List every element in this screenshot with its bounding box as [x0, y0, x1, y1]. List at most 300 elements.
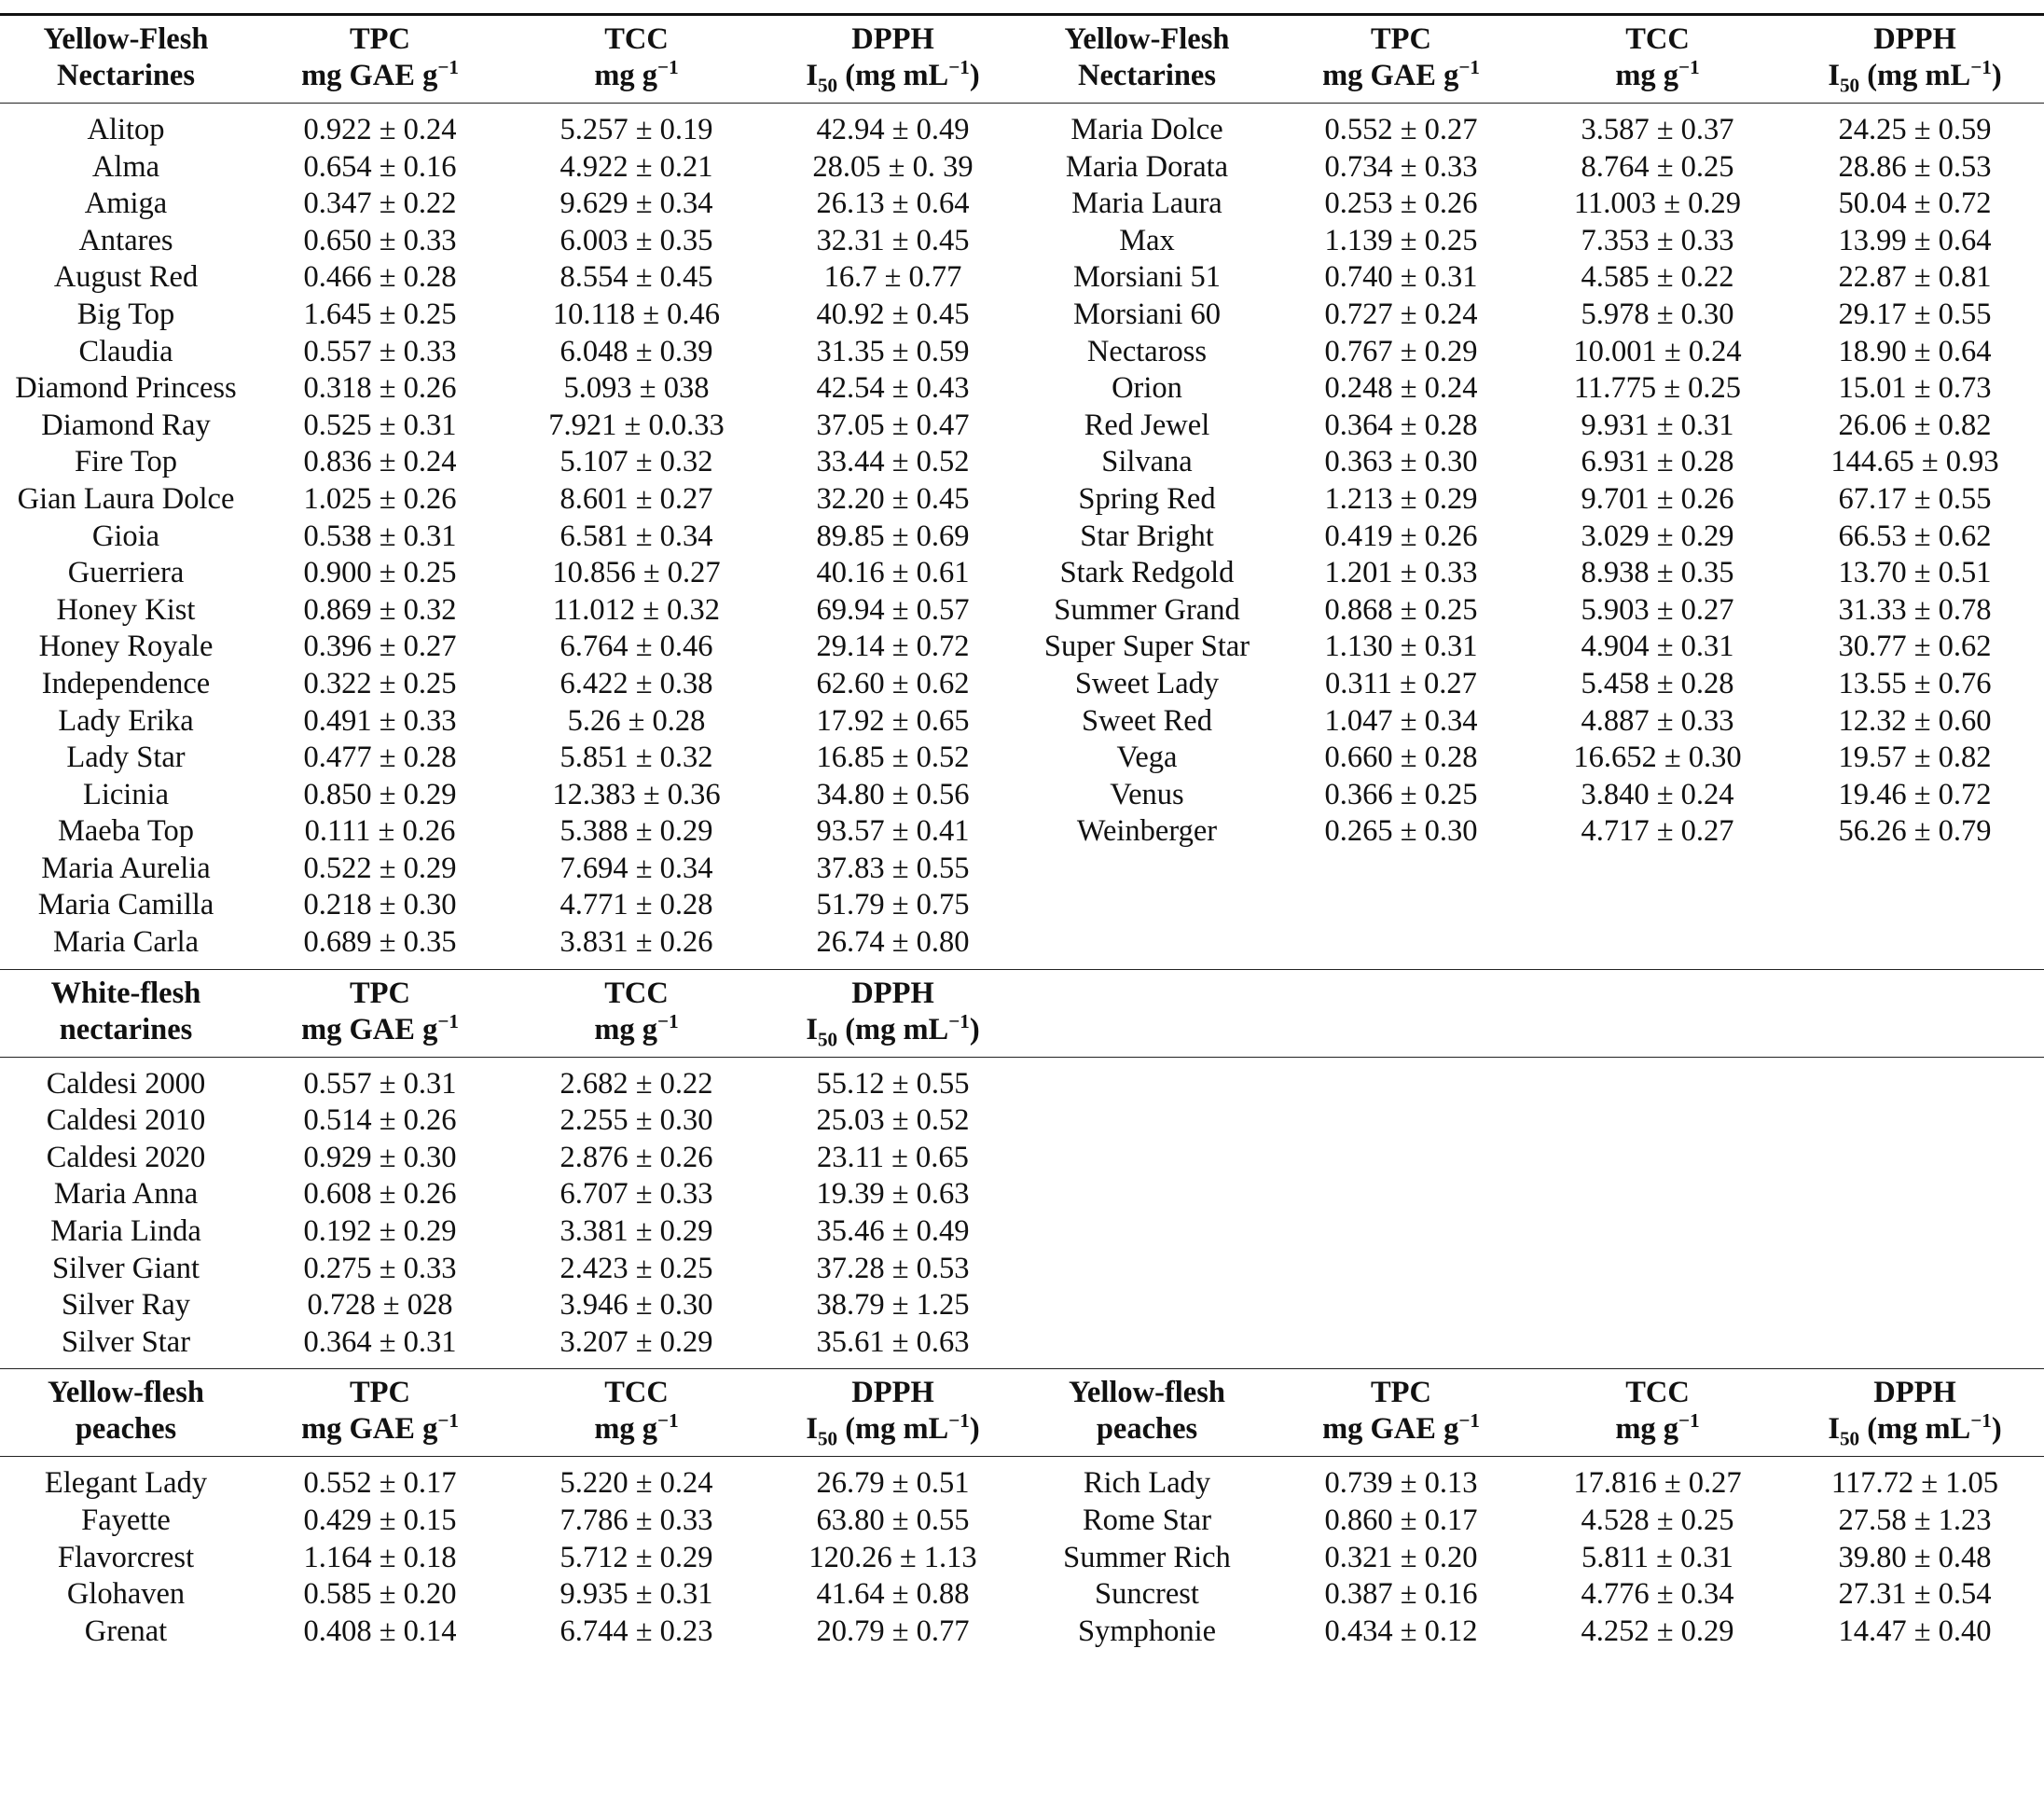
tpc-value: 0.557 ± 0.31 [303, 1066, 457, 1101]
header-part: mg GAE g [301, 1412, 438, 1447]
cultivar-name: Fire Top [75, 445, 177, 479]
tcc-value: 5.978 ± 0.30 [1581, 297, 1734, 331]
header-part: 50 [817, 74, 838, 97]
tpc-value: 0.728 ± 028 [307, 1288, 453, 1323]
cultivar-name: Alma [91, 149, 160, 184]
table-row [0, 777, 2044, 814]
dpph-value: 69.94 ± 0.57 [816, 592, 970, 627]
empty-cell [1786, 1213, 2044, 1251]
dpph-value: 35.61 ± 0.63 [816, 1324, 970, 1359]
dpph-value: 42.94 ± 0.49 [816, 113, 970, 146]
header-line: peaches [75, 1412, 177, 1447]
table-row [0, 592, 2044, 630]
tpc-value: 0.491 ± 0.33 [303, 703, 457, 738]
column-header-name [0, 969, 252, 1057]
dpph-value: 24.25 ± 0.59 [1838, 113, 1992, 146]
table-row [0, 481, 2044, 519]
empty-cell [1273, 1057, 1529, 1102]
empty-cell [1273, 1324, 1529, 1369]
tpc-value: 0.321 ± 0.20 [1324, 1540, 1478, 1574]
column-header-dpph [765, 15, 1021, 104]
dpph-value: 16.7 ± 0.77 [823, 260, 962, 295]
cultivar-name: Flavorcrest [57, 1540, 195, 1574]
tpc-value: 1.645 ± 0.25 [303, 297, 457, 331]
cultivar-name: Max [1119, 223, 1175, 257]
empty-cell [1273, 887, 1529, 924]
dpph-value: 29.14 ± 0.72 [816, 630, 970, 664]
table-row [0, 1140, 2044, 1177]
dpph-value: 29.17 ± 0.55 [1838, 297, 1992, 331]
dpph-value: 23.11 ± 0.65 [817, 1140, 969, 1174]
tcc-value: 8.601 ± 0.27 [559, 481, 713, 516]
header-part: ) [969, 1412, 980, 1447]
header-part: mg GAE g [1322, 1412, 1459, 1447]
header-part: (mg mL [1859, 1412, 1971, 1447]
cultivar-name: August Red [53, 260, 199, 295]
tpc-value: 0.552 ± 0.27 [1324, 113, 1478, 146]
tpc-value: 1.025 ± 0.26 [303, 481, 457, 516]
table-row [0, 408, 2044, 445]
cultivar-name: Honey Royale [38, 630, 214, 664]
tcc-value: 11.012 ± 0.32 [552, 592, 721, 627]
cultivar-name: Maria Anna [53, 1177, 199, 1212]
tpc-value: 0.514 ± 0.26 [303, 1103, 457, 1138]
tcc-value: 7.353 ± 0.33 [1581, 223, 1734, 257]
tcc-value: 10.001 ± 0.24 [1573, 334, 1742, 368]
cultivar-name: Summer Grand [1054, 592, 1240, 627]
header-line: TPC [350, 976, 410, 1010]
column-header-name [0, 1369, 252, 1457]
dpph-value: 19.46 ± 0.72 [1838, 777, 1992, 811]
tpc-value: 0.364 ± 0.28 [1324, 408, 1478, 442]
tpc-value: 0.538 ± 0.31 [303, 519, 457, 553]
dpph-value: 144.65 ± 0.93 [1830, 445, 1999, 479]
dpph-value: 66.53 ± 0.62 [1838, 519, 1992, 553]
tcc-value: 4.887 ± 0.33 [1581, 703, 1734, 738]
tpc-value: 0.419 ± 0.26 [1324, 519, 1478, 553]
tcc-value: 6.931 ± 0.28 [1581, 445, 1734, 479]
tcc-value: 4.252 ± 0.29 [1581, 1614, 1734, 1648]
table-row [0, 813, 2044, 851]
tpc-value: 0.552 ± 0.17 [303, 1466, 457, 1501]
tpc-value: 0.192 ± 0.29 [303, 1214, 457, 1249]
dpph-value: 89.85 ± 0.69 [816, 519, 970, 553]
dpph-value: 67.17 ± 0.55 [1838, 481, 1992, 516]
cultivar-name: Maria Camilla [37, 888, 214, 922]
cultivar-name: Amiga [84, 187, 168, 221]
cultivar-name: Independence [41, 666, 211, 700]
empty-cell [1021, 1057, 1273, 1102]
tcc-value: 9.629 ± 0.34 [559, 187, 713, 221]
header-line: Yellow-flesh [48, 1376, 204, 1410]
dpph-value: 38.79 ± 1.25 [816, 1288, 970, 1323]
empty-cell [1529, 1324, 1786, 1369]
empty-cell [1021, 1251, 1273, 1288]
column-header-dpph [765, 1369, 1021, 1457]
tpc-value: 0.322 ± 0.25 [303, 666, 457, 700]
empty-cell [1786, 1102, 2044, 1140]
dpph-value: 27.58 ± 1.23 [1838, 1503, 1992, 1537]
tpc-value: 0.557 ± 0.33 [303, 334, 457, 368]
header-line: DPPH [1873, 1376, 1956, 1410]
table-row [0, 259, 2044, 297]
empty-cell [1529, 887, 1786, 924]
tpc-value: 0.248 ± 0.24 [1324, 371, 1478, 406]
tcc-value: 5.220 ± 0.24 [559, 1466, 713, 1501]
header-part: −1 [437, 1009, 459, 1032]
header-unit-line [256, 1411, 504, 1448]
dpph-value: 50.04 ± 0.72 [1838, 187, 1992, 221]
table-row [0, 740, 2044, 777]
table-row [0, 1102, 2044, 1140]
tcc-value: 5.093 ± 038 [563, 371, 710, 406]
empty-cell [1529, 969, 1786, 1057]
tcc-value: 4.528 ± 0.25 [1581, 1503, 1734, 1537]
header-unit-line [256, 1009, 504, 1048]
table-row [0, 1457, 2044, 1503]
tpc-value: 0.265 ± 0.30 [1324, 814, 1478, 849]
tpc-value: 0.218 ± 0.30 [303, 888, 457, 922]
tpc-value: 0.689 ± 0.35 [303, 925, 457, 960]
table-row [0, 1213, 2044, 1251]
empty-cell [1273, 1176, 1529, 1213]
column-header-tpc [1273, 15, 1529, 104]
cultivar-name: Caldesi 2000 [46, 1066, 206, 1101]
empty-cell [1021, 1140, 1273, 1177]
tcc-value: 4.771 ± 0.28 [559, 888, 713, 922]
cultivar-name: Gioia [91, 519, 160, 553]
cultivar-name: Silver Star [61, 1324, 191, 1359]
header-unit-line [768, 1009, 1017, 1051]
nectarine-peach-antioxidant-table [0, 13, 2044, 1657]
header-part: −1 [1970, 56, 1992, 79]
empty-cell [1529, 1102, 1786, 1140]
tcc-value: 6.764 ± 0.46 [559, 630, 713, 664]
tpc-value: 0.364 ± 0.31 [303, 1324, 457, 1359]
column-header-tcc [1529, 1369, 1786, 1457]
table-row [0, 444, 2044, 481]
empty-cell [1021, 1287, 1273, 1324]
tcc-value: 5.107 ± 0.32 [559, 445, 713, 479]
empty-cell [1529, 1251, 1786, 1288]
cultivar-name: Elegant Lady [44, 1466, 208, 1501]
dpph-value: 41.64 ± 0.88 [816, 1577, 970, 1612]
header-part: −1 [948, 56, 970, 79]
dpph-value: 20.79 ± 0.77 [816, 1614, 970, 1648]
table-row [0, 1251, 2044, 1288]
cultivar-name: Maria Dorata [1065, 149, 1229, 184]
header-part: mg g [1615, 1412, 1679, 1447]
header-part: 50 [1839, 74, 1860, 97]
header-line: Nectarines [1078, 59, 1216, 92]
tpc-value: 0.311 ± 0.27 [1325, 666, 1477, 700]
dpph-value: 37.83 ± 0.55 [816, 851, 970, 885]
tcc-value: 6.744 ± 0.23 [559, 1614, 713, 1648]
empty-cell [1529, 851, 1786, 888]
table-row [0, 666, 2044, 703]
tcc-value: 3.587 ± 0.37 [1581, 113, 1734, 146]
header-line: TPC [1371, 1376, 1431, 1410]
header-unit-line [1533, 1411, 1782, 1448]
header-part: I [806, 1412, 818, 1447]
column-header-tcc [508, 969, 765, 1057]
dpph-value: 32.31 ± 0.45 [816, 223, 970, 257]
cultivar-name: Silvana [1101, 445, 1193, 479]
empty-cell [1786, 1287, 2044, 1324]
table-row [0, 1540, 2044, 1577]
header-row [0, 1369, 2044, 1457]
cultivar-name: Licinia [82, 777, 170, 811]
header-part: I [1828, 59, 1840, 92]
table-row [0, 887, 2044, 924]
table-row [0, 1176, 2044, 1213]
dpph-value: 63.80 ± 0.55 [816, 1503, 970, 1537]
header-unit-line [1533, 58, 1782, 94]
cultivar-name: Lady Erika [58, 703, 194, 738]
header-line: peaches [1096, 1412, 1198, 1447]
cultivar-name: Spring Red [1078, 481, 1216, 516]
tpc-value: 0.860 ± 0.17 [1324, 1503, 1478, 1537]
tcc-value: 4.717 ± 0.27 [1581, 814, 1734, 849]
tcc-value: 7.694 ± 0.34 [559, 851, 713, 885]
header-part: 50 [1839, 1427, 1860, 1450]
tpc-value: 0.739 ± 0.13 [1324, 1466, 1478, 1501]
table-row [0, 703, 2044, 741]
dpph-value: 14.47 ± 0.40 [1838, 1614, 1992, 1648]
header-part: (mg mL [837, 59, 949, 92]
tcc-value: 5.458 ± 0.28 [1581, 666, 1734, 700]
column-header-dpph [765, 969, 1021, 1057]
tpc-value: 0.767 ± 0.29 [1324, 334, 1478, 368]
dpph-value: 34.80 ± 0.56 [816, 777, 970, 811]
tpc-value: 0.929 ± 0.30 [303, 1140, 457, 1174]
table-row [0, 924, 2044, 969]
header-line: White-flesh [50, 976, 201, 1010]
column-header-tcc [1529, 15, 1786, 104]
header-part: −1 [657, 56, 679, 79]
cultivar-name: Fayette [81, 1503, 171, 1537]
column-header-tpc [1273, 1369, 1529, 1457]
tpc-value: 0.522 ± 0.29 [303, 851, 457, 885]
dpph-value: 33.44 ± 0.52 [816, 445, 970, 479]
tcc-value: 11.775 ± 0.25 [1573, 371, 1742, 406]
table-row [0, 519, 2044, 556]
cultivar-name: Super Super Star [1043, 630, 1250, 664]
header-part: mg GAE g [301, 59, 438, 92]
table-row [0, 370, 2044, 408]
dpph-value: 16.85 ± 0.52 [816, 741, 970, 775]
dpph-value: 56.26 ± 0.79 [1838, 814, 1992, 849]
tpc-value: 1.164 ± 0.18 [303, 1540, 457, 1574]
empty-cell [1273, 1287, 1529, 1324]
tcc-value: 2.682 ± 0.22 [559, 1066, 713, 1101]
header-part: 50 [817, 1427, 838, 1450]
table-row [0, 1614, 2044, 1658]
cultivar-name: Maria Dolce [1070, 113, 1223, 146]
tcc-value: 6.707 ± 0.33 [559, 1177, 713, 1212]
tcc-value: 17.816 ± 0.27 [1573, 1466, 1742, 1501]
tcc-value: 4.904 ± 0.31 [1581, 630, 1734, 664]
header-unit-line [512, 58, 761, 94]
column-header-tpc [252, 15, 508, 104]
cultivar-name: Star Bright [1080, 519, 1214, 553]
header-part: −1 [948, 1409, 970, 1433]
empty-cell [1273, 1251, 1529, 1288]
empty-cell [1529, 924, 1786, 969]
dpph-value: 18.90 ± 0.64 [1838, 334, 1992, 368]
tpc-value: 0.253 ± 0.26 [1324, 187, 1478, 221]
header-line: DPPH [851, 976, 934, 1010]
tpc-value: 0.740 ± 0.31 [1324, 260, 1478, 295]
table-row [0, 223, 2044, 260]
header-part: ) [969, 1012, 980, 1046]
tcc-value: 3.381 ± 0.29 [559, 1214, 713, 1249]
tpc-value: 0.900 ± 0.25 [303, 556, 457, 590]
header-row [0, 15, 2044, 104]
header-line: nectarines [59, 1012, 193, 1046]
tcc-value: 7.786 ± 0.33 [559, 1503, 713, 1537]
dpph-value: 35.46 ± 0.49 [816, 1214, 970, 1249]
cultivar-name: Caldesi 2020 [46, 1140, 206, 1174]
dpph-value: 37.28 ± 0.53 [816, 1251, 970, 1285]
header-line: Yellow-Flesh [43, 22, 209, 56]
tcc-value: 2.876 ± 0.26 [559, 1140, 713, 1174]
header-part: I [806, 59, 818, 92]
tcc-value: 5.851 ± 0.32 [559, 741, 713, 775]
empty-cell [1786, 1140, 2044, 1177]
header-part: ) [969, 59, 980, 92]
tcc-value: 12.383 ± 0.36 [552, 777, 721, 811]
cultivar-name: Summer Rich [1063, 1540, 1231, 1574]
tcc-value: 3.029 ± 0.29 [1581, 519, 1734, 553]
tcc-value: 3.946 ± 0.30 [559, 1288, 713, 1323]
header-part: −1 [1970, 1409, 1992, 1433]
cultivar-name: Maria Linda [50, 1214, 201, 1249]
empty-cell [1273, 1102, 1529, 1140]
header-part: −1 [437, 56, 459, 79]
cultivar-name: Glohaven [66, 1577, 186, 1612]
cultivar-name: Maria Carla [52, 925, 200, 960]
tpc-value: 1.213 ± 0.29 [1324, 481, 1478, 516]
tcc-value: 16.652 ± 0.30 [1573, 741, 1742, 775]
tpc-value: 0.275 ± 0.33 [303, 1251, 457, 1285]
empty-cell [1021, 1102, 1273, 1140]
header-unit-line [1789, 1411, 2040, 1448]
dpph-value: 12.32 ± 0.60 [1838, 703, 1992, 738]
tpc-value: 0.585 ± 0.20 [303, 1577, 457, 1612]
cultivar-name: Morsiani 60 [1073, 297, 1221, 331]
dpph-value: 28.86 ± 0.53 [1838, 149, 1992, 184]
header-part: −1 [1458, 1409, 1480, 1433]
tcc-value: 3.831 ± 0.26 [559, 925, 713, 960]
header-unit-line [256, 58, 504, 94]
empty-cell [1786, 887, 2044, 924]
empty-cell [1273, 851, 1529, 888]
tcc-value: 5.388 ± 0.29 [559, 814, 713, 849]
tcc-value: 6.003 ± 0.35 [559, 223, 713, 257]
header-part: mg g [594, 1012, 658, 1046]
header-line: TCC [1625, 22, 1690, 56]
tcc-value: 2.255 ± 0.30 [559, 1103, 713, 1138]
header-line: DPPH [1873, 22, 1956, 56]
empty-cell [1786, 1251, 2044, 1288]
cultivar-name: Morsiani 51 [1073, 260, 1221, 295]
cultivar-name: Maeba Top [57, 814, 195, 849]
tpc-value: 0.734 ± 0.33 [1324, 149, 1478, 184]
cultivar-name: Sweet Lady [1074, 666, 1220, 700]
dpph-value: 13.55 ± 0.76 [1838, 666, 1992, 700]
empty-cell [1273, 1213, 1529, 1251]
dpph-value: 39.80 ± 0.48 [1838, 1540, 1992, 1574]
empty-cell [1786, 1057, 2044, 1102]
table-row [0, 334, 2044, 371]
tcc-value: 9.935 ± 0.31 [559, 1577, 713, 1612]
tpc-value: 1.201 ± 0.33 [1324, 556, 1478, 590]
tcc-value: 10.118 ± 0.46 [552, 297, 721, 331]
tcc-value: 5.712 ± 0.29 [559, 1540, 713, 1574]
tpc-value: 0.429 ± 0.15 [303, 1503, 457, 1537]
tpc-value: 0.363 ± 0.30 [1324, 445, 1478, 479]
cultivar-name: Maria Laura [1071, 187, 1222, 221]
cultivar-name: Alitop [87, 113, 165, 146]
tpc-value: 0.660 ± 0.28 [1324, 741, 1478, 775]
cultivar-name: Gian Laura Dolce [17, 481, 235, 516]
tcc-value: 6.048 ± 0.39 [559, 334, 713, 368]
header-line: TPC [1371, 22, 1431, 56]
empty-cell [1273, 1140, 1529, 1177]
empty-cell [1529, 1287, 1786, 1324]
cultivar-name: Vega [1116, 741, 1178, 775]
tpc-value: 0.396 ± 0.27 [303, 630, 457, 664]
tcc-value: 5.811 ± 0.31 [1581, 1540, 1733, 1574]
empty-cell [1529, 1213, 1786, 1251]
cultivar-name: Grenat [84, 1614, 168, 1648]
empty-cell [1786, 851, 2044, 888]
header-line: TCC [604, 22, 669, 56]
dpph-value: 15.01 ± 0.73 [1838, 371, 1992, 406]
empty-cell [1529, 1057, 1786, 1102]
dpph-value: 25.03 ± 0.52 [816, 1103, 970, 1138]
header-line: TCC [1625, 1376, 1690, 1410]
tpc-value: 0.868 ± 0.25 [1324, 592, 1478, 627]
empty-cell [1021, 1213, 1273, 1251]
dpph-value: 13.70 ± 0.51 [1838, 556, 1992, 590]
table-row [0, 104, 2044, 149]
tcc-value: 9.931 ± 0.31 [1581, 408, 1734, 442]
header-line: Yellow-flesh [1069, 1376, 1225, 1410]
empty-cell [1273, 969, 1529, 1057]
dpph-value: 13.99 ± 0.64 [1838, 223, 1992, 257]
dpph-value: 117.72 ± 1.05 [1830, 1466, 1999, 1501]
empty-cell [1021, 1324, 1273, 1369]
tcc-value: 5.257 ± 0.19 [559, 113, 713, 146]
table-row [0, 1503, 2044, 1540]
cultivar-name: Silver Ray [61, 1288, 191, 1323]
header-part: −1 [657, 1009, 679, 1032]
dpph-value: 40.92 ± 0.45 [816, 297, 970, 331]
empty-cell [1786, 924, 2044, 969]
cultivar-name: Guerriera [67, 556, 185, 590]
tcc-value: 8.938 ± 0.35 [1581, 556, 1734, 590]
column-header-dpph [1786, 15, 2044, 104]
header-part: −1 [1678, 1409, 1700, 1433]
empty-cell [1021, 1176, 1273, 1213]
dpph-value: 120.26 ± 1.13 [808, 1540, 977, 1574]
cultivar-name: Symphonie [1077, 1614, 1217, 1648]
header-line: DPPH [851, 1376, 934, 1410]
column-header-tcc [508, 1369, 765, 1457]
tpc-value: 0.408 ± 0.14 [303, 1614, 457, 1648]
